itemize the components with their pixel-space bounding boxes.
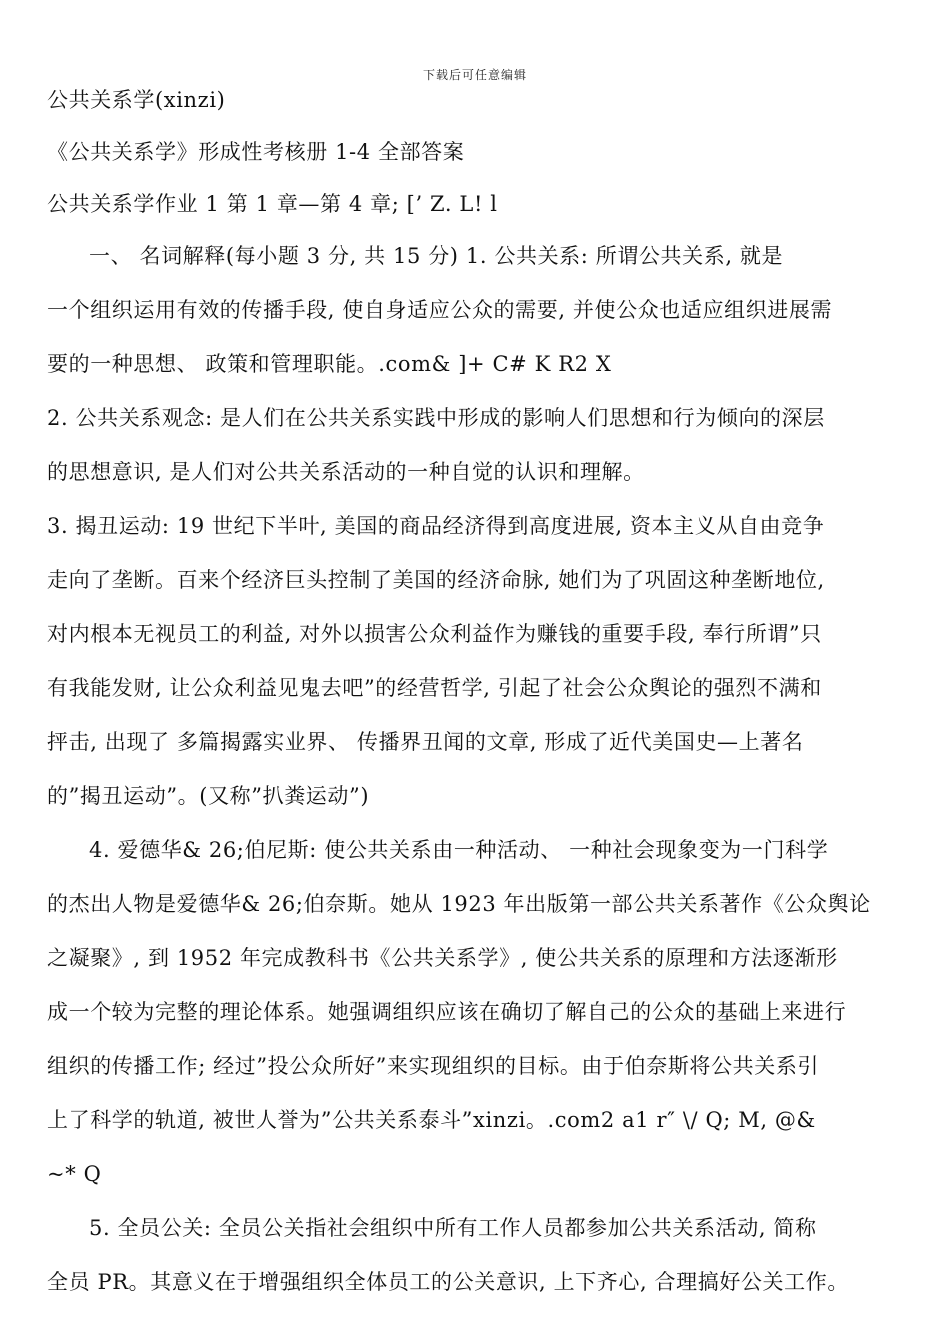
paragraph-line: 5. 全员公关: 全员公关指社会组织中所有工作人员都参加公共关系活动, 简称 <box>89 1216 817 1240</box>
assignment-heading: 公共关系学作业 1 第 1 章—第 4 章; [’ Z. L! l <box>47 192 498 216</box>
paragraph-line: 2. 公共关系观念: 是人们在公共关系实践中形成的影响人们思想和行为倾向的深层 <box>47 406 825 430</box>
paragraph-line: 抨击, 出现了 多篇揭露实业界、 传播界丑闻的文章, 形成了近代美国史—上著名 <box>47 730 804 754</box>
document-body <box>47 81 907 1301</box>
paragraph-line: 的杰出人物是爱德华& 26;伯奈斯。她从 1923 年出版第一部公共关系著作《公众舆论 <box>47 892 871 916</box>
paragraph-line: 全员 PR。其意义在于增强组织全体员工的公关意识, 上下齐心, 合理搞好公关工作。 <box>47 1270 849 1294</box>
paragraph-line: 要的一种思想、 政策和管理职能。.com& ]+ C# K R2 X <box>47 352 612 376</box>
paragraph-line: 3. 揭丑运动: 19 世纪下半叶, 美国的商品经济得到高度进展, 资本主义从自由竞争 <box>47 514 825 538</box>
paragraph-line: 之凝聚》, 到 1952 年完成教科书《公共关系学》, 使公共关系的原理和方法逐渐形 <box>47 946 838 970</box>
paragraph-line: 的”揭丑运动”。(又称”扒粪运动”) <box>47 784 370 808</box>
paragraph-line: 一个组织运用有效的传播手段, 使自身适应公众的需要, 并使公众也适应组织进展需 <box>47 298 833 322</box>
paragraph-line: ~* Q <box>47 1162 102 1186</box>
paragraph-line: 成一个较为完整的理论体系。她强调组织应该在确切了解自己的公众的基础上来进行 <box>47 1000 847 1024</box>
page-header-note: 下载后可任意编辑 <box>422 68 527 82</box>
section-heading-line: 一、 名词解释(每小题 3 分, 共 15 分) 1. 公共关系: 所谓公共关系, 就是 <box>89 244 784 268</box>
paragraph-line: 上了科学的轨道, 被世人誉为”公共关系泰斗”xinzi。.com2 a1 r″ \/ Q; M, @& <box>47 1108 816 1132</box>
paragraph-line: 4. 爱德华& 26;伯尼斯: 使公共关系由一种活动、 一种社会现象变为一门科学 <box>89 838 829 862</box>
doc-subtitle: 《公共关系学》形成性考核册 1-4 全部答案 <box>47 140 465 164</box>
paragraph-line: 有我能发财, 让公众利益见鬼去吧”的经营哲学, 引起了社会公众舆论的强烈不满和 <box>47 676 822 700</box>
paragraph-line: 的思想意识, 是人们对公共关系活动的一种自觉的认识和理解。 <box>47 460 645 484</box>
paragraph-line: 对内根本无视员工的利益, 对外以损害公众利益作为赚钱的重要手段, 奉行所谓”只 <box>47 622 822 646</box>
doc-title: 公共关系学(xinzi) <box>47 88 226 112</box>
paragraph-line: 走向了垄断。百来个经济巨头控制了美国的经济命脉, 她们为了巩固这种垄断地位, <box>47 568 825 592</box>
paragraph-line: 组织的传播工作; 经过”投公众所好”来实现组织的目标。由于伯奈斯将公共关系引 <box>47 1054 820 1078</box>
